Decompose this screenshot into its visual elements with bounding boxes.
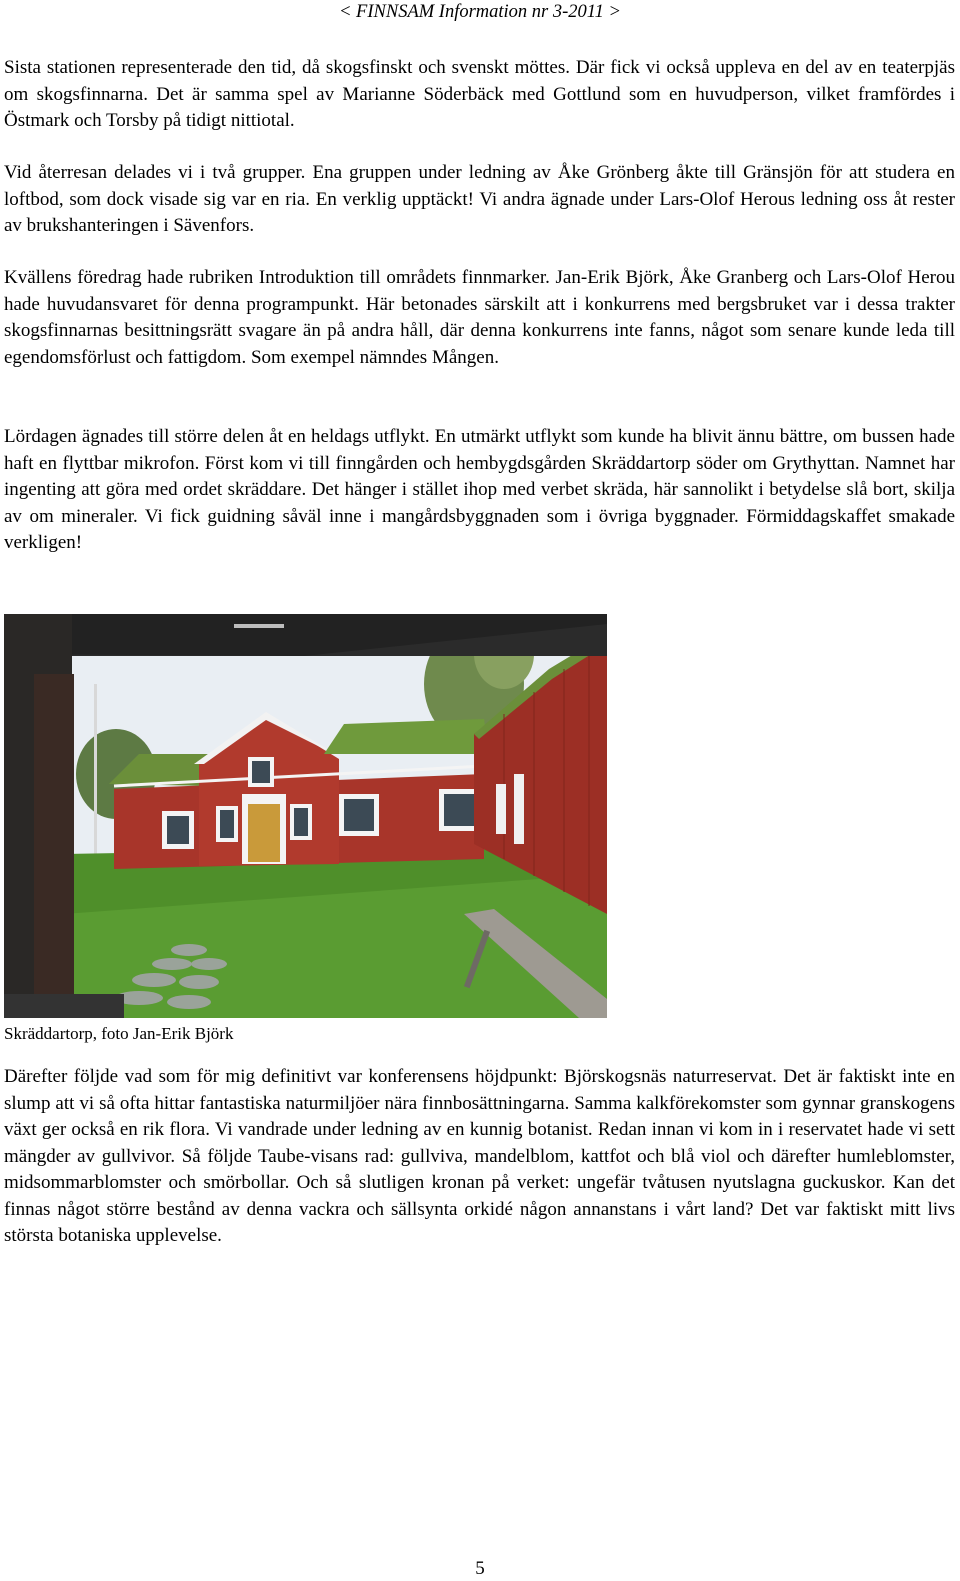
- paragraph-nature-reserve: Därefter följde vad som för mig definitivt var konferensens höjdpunkt: Björskogsnäs naturreservat. Det är faktiskt inte en slump att vi så ofta hittar fantastiska naturmiljöer nära finnbosättningarna. Samma kalkförekomster som gynnar granskogens växt ger också en rik flora. Vi vandrade under ledning av en kunnig botanist. Redan innan vi kom in i reservatet hade vi sett mängder av gullvivor. Så följde Taube-visans rad: gullviva, mandelblom, kattfot och blå viol och därefter humleblomster, midsommarblomster och smörbollar. Och så slutligen kronan på verket: ungefär tvåtusen nyutslagna guckuskor. Kan det finnas något större bestånd av denna vackra och sällsynta orkidé någon annanstans i vårt land? Det var faktiskt mitt livs största botaniska upplevelse.: [4, 1066, 955, 1246]
- paragraph-return-journey: Vid återresan delades vi i två grupper. Ena gruppen under ledning av Åke Grönberg åkte till Gränsjön för att studera en loftbod, som dock visade sig var en ria. En verklig upptäckt! Vi andra ägnade under Lars-Olof Herous ledning oss åt rester av brukshanteringen i Sävenfors.: [4, 162, 955, 236]
- page-number: 5: [475, 1558, 485, 1579]
- photo-caption: [4, 1023, 233, 1045]
- page-header: < FINNSAM Information nr 3-2011 >: [338, 2, 622, 22]
- paragraph-theatre: Sista stationen representerade den tid, då skogsfinskt och svenskt möttes. Där fick vi också uppleva en del av en teaterpjäs om skogsfinnarna. Det är samma spel av Marianne Söderbäck med Gottlund som en huvudperson, vilket framfördes i Östmark och Torsby på tidigt nittiotal.: [4, 57, 955, 131]
- paragraph-evening-lecture: Kvällens föredrag hade rubriken Introduktion till områdets finnmarker. Jan-Erik Björk, Åke Granberg och Lars-Olof Herou hade huvudansvaret för denna programpunkt. Här betonades särskilt att i konkurrens med bergsbruket var i dessa trakter skogsfinnarnas besittningsrätt svagare än på andra håll, där denna konkurrens inte fanns, något som senare kunde leda till egendomsförlust och fattigdom. Som exempel nämndes Mången.: [4, 267, 955, 368]
- photo-skraddartorp: [4, 614, 607, 1018]
- caption-place: Skräddartorp,: [4, 1024, 98, 1043]
- paragraph-saturday-excursion: Lördagen ägnades till större delen åt en heldags utflykt. En utmärkt utflykt som kunde ha blivit ännu bättre, om bussen hade haft en flyttbar mikrofon. Först kom vi till finngården och hembygdsgården Skräddartorp söder om Grythyttan. Namnet har ingenting att göra med ordet skräddare. Det hänger i stället ihop med verbet skräda, här sannolikt i betydelse slå bort, skilja av om mineraler. Vi fick guidning såväl inne i mangårdsbyggnaden som i övriga byggnader. Förmiddagskaffet smakade verkligen!: [4, 426, 955, 553]
- caption-credit: foto Jan-Erik Björk: [97, 1024, 234, 1043]
